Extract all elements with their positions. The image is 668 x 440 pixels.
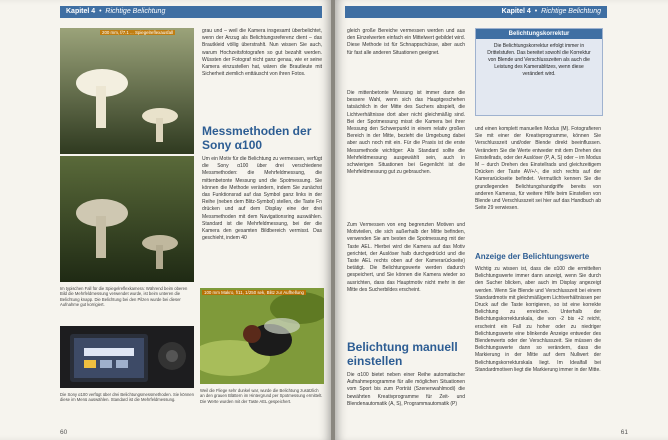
chapter-header-right: Kapitel 4 • Richtige Belichtung <box>345 6 607 18</box>
right-page <box>335 0 668 440</box>
fly-photo <box>200 288 324 384</box>
col1-paragraph-d: Die α100 bietet neben einer Reihe automatischer Aufnahmeprogramme für alle möglichen Situationen vom Sport bis zum Porträt (Szenenwahlmodi) die bewährten Kreativprogramme für Zeit- und Blendenautomatik (A, S), Programmautomatik (P) <box>347 372 465 407</box>
fly-caption: Weil die Fliege sehr dunkel war, wurde die Belichtung zusätzlich an den grauen Blättern im Hintergrund per Spotmessung ermittelt. Die Werte wurden mit der Taste AEL gespeichert. <box>200 388 323 404</box>
col1-paragraph-c: Zum Vermessen von eng begrenzten Motiven und Motivteilen, die sich außerhalb der Mitte befinden, verwenden Sie am besten die Spotmessung mit der Taste AEL. Hierbei wird die Kamera auf das Motiv gerichtet, der Auslöser halb durchgedrückt und die Taste AEL rechts oben auf der Kamerarückseite) betätigt. Die Belichtungswerte werden dadurch gespeichert, und Sie können die Kamera wieder so ausrichten, dass das Hauptmotiv nicht mehr in der Mitte des Sucherbildes erscheint. <box>347 222 465 293</box>
lcd-caption: Die Sony α100 verfügt über drei Belichtungsmessmethoden. Sie können diese im Menü auswählen. Standard ist die Mehrfeldmessung. <box>60 392 194 403</box>
mushroom-caption: Im typischen Fall für die Spiegelreflexkamera: Während beim oberen Bild die Mehrfeldmessung verwendet wurde, ist beim unteren die Belichtung knapp. Die Belichtung bei den Pilzen wurde bei dieser Aufnahme gut korrigiert. <box>60 286 188 308</box>
mushroom-photo <box>60 28 194 282</box>
col1-paragraph-b: Die mittenbetonte Messung ist immer dann die bessere Wahl, wenn sich das Hauptgeschehen tatsächlich in der Mitte des Suchers abspielt, die Lichtverhältnisse dort aber nicht gleichmäßig sind. Bei der Spotmessung misst die Kamera bei ihrer Messung den Schwerpunkt in einem relativ großen Bereich in der Mitte, bezieht die Umgebung dabei aber auch noch mit ein. Für die Praxis ist die erste Messmethode wichtiger: Als Standard sollte die Mehrfeldmessung ausgewählt sein, auch in schwierigen Situationen bei Gegenlicht ist die Mehrfeldmessung gut zu gebrauchen. <box>347 90 465 176</box>
messmethoden-paragraph: Um ein Motiv für die Belichtung zu vermessen, verfügt die Sony α100 über drei verschiedene Messmethoden: die Mehrfeldmessung, die mittenbetonte Messung und die Spotmessung. Sie können die Methode verändern, indem Sie zunächst das Funktionsrad auf das Symbol ganz links in der Reihe (neben dem Blitz-Symbol) stellen, die Taste Fn drücken und auf dem Display eine der drei Messmethoden mit dem Navigationsring auswählen. Standard ist die Mehrfeldmessung, bei der die Kamera den gesamten Bildbereich vermisst. Das geschieht, indem 40 <box>202 156 322 242</box>
fly-exif-tag: 100 mm Makro, f/11, 1/250 sek, Blitz zur Aufhellung <box>204 290 304 295</box>
section-heading-manual: Belichtung manuell einstellen <box>347 340 458 368</box>
col2-paragraph-b: Wichtig zu wissen ist, dass die α100 die ermittelten Belichtungswerte immer dann anzeigt, wenn Sie durch den Sucher blicken, aber auch im Display angezeigt werden. Wenn Sie Blende und Verschlusszeit bei einem Standardmotiv mit gleichmäßigem Lichtverhältnissen per Druck auf die Taste korrigieren, so ist eine korrekte Belichtung zu erreichen. Unterhalb der Belichtungskorrekturskala, die von -2 bis +2 reicht, erscheint ein Fall zu hoher oder zu niedriger Belichtungswerte eine blinkende Anzeige entweder des Blendenwerts oder der Verschlusszeit. Sie müssen die Belichtungswerte dann so verändern, dass die Markierung in der Mitte auf dem Nullwert der Belichtungskorrekturskala liegt. Im Idealfall bei Standardmotiven liegt die Markierung immer in der Mitte. <box>475 266 601 373</box>
book-gutter <box>331 0 335 440</box>
photo-exif-tag: 200 mm, f/7.1 ... Spiegelreflexausfall <box>102 30 174 35</box>
page-number-right: 61 <box>620 429 628 436</box>
info-box-text: Die Belichtungskorrektur erfolgt immer in Drittelstufen. Das bereitet sowohl die Korrektur von Blende und Verschlusszeiten als auch die Leistung des Kamerablitzes, wenn diese verändert wird. <box>487 43 591 77</box>
section-heading-anzeige: Anzeige der Belichtungswerte <box>475 252 590 261</box>
info-box-title: Belichtungskorrektur <box>476 29 602 39</box>
section-heading-messmethoden: Messmethoden der Sony α100 <box>202 124 312 152</box>
chapter-title-right: Richtige Belichtung <box>541 8 601 15</box>
page-number-left: 60 <box>60 429 68 436</box>
chapter-label-right: Kapitel 4 <box>501 8 531 15</box>
mushroom-illustration <box>60 28 194 282</box>
camera-lcd-photo <box>60 326 194 388</box>
left-page <box>0 0 331 440</box>
intro-paragraph: grau und – weil die Kamera insgesamt überbelichtet, wenn der Anzug als Belichtungsreferenz dient – das Brautkleid völlig überstrahlt. Nun wissen Sie auch, warum Hochzeitsfotografen so gut bezahlt werden. Wüssten der Fotograf nicht ganz genau, wie er seine Kamera einzustellen hat, wären die Brautleute mit Sicherheit ziemlich enttäuscht von ihren Fotos. <box>202 28 322 78</box>
chapter-label: Kapitel 4 <box>66 8 96 15</box>
camera-lcd-illustration <box>60 326 194 388</box>
chapter-title: Richtige Belichtung <box>105 8 166 15</box>
info-box <box>475 28 603 116</box>
chapter-header: Kapitel 4 • Richtige Belichtung <box>60 6 322 18</box>
col1-paragraph-a: gleich große Bereiche vermessen werden und aus den Einzelwerten einfach ein Mittelwert gebildet wird. Diese Methode ist für Schnappschüsse, aber auch für fast alle anderen Situationen geeignet. <box>347 28 465 56</box>
col2-paragraph-a: und einen komplett manuellen Modus (M). Fotografieren Sie mit einer der Kreativprogramme, können Sie Verschlusszeit und/oder Blende direkt beeinflussen. Verändern Sie die Werte entweder mit dem Drehen des Einstellrads, oder der Auslöser (P, A, S) oder – im Modus M – durch Drehen des Einstellrads und gleichzeitigem Drücken der Taste AV/+/-, die sich rechts auf der Kamerarückseite befindet. Vermutlich kennen Sie die grundlegenden Belichtungshandgriffe bereits von anderen Kameras, für weitere Hilfe beim Einstellen von Blende und Verschlusszeit sei hier auf das Handbuch ab Seite 29 verwiesen. <box>475 126 601 212</box>
fly-illustration <box>200 288 324 384</box>
